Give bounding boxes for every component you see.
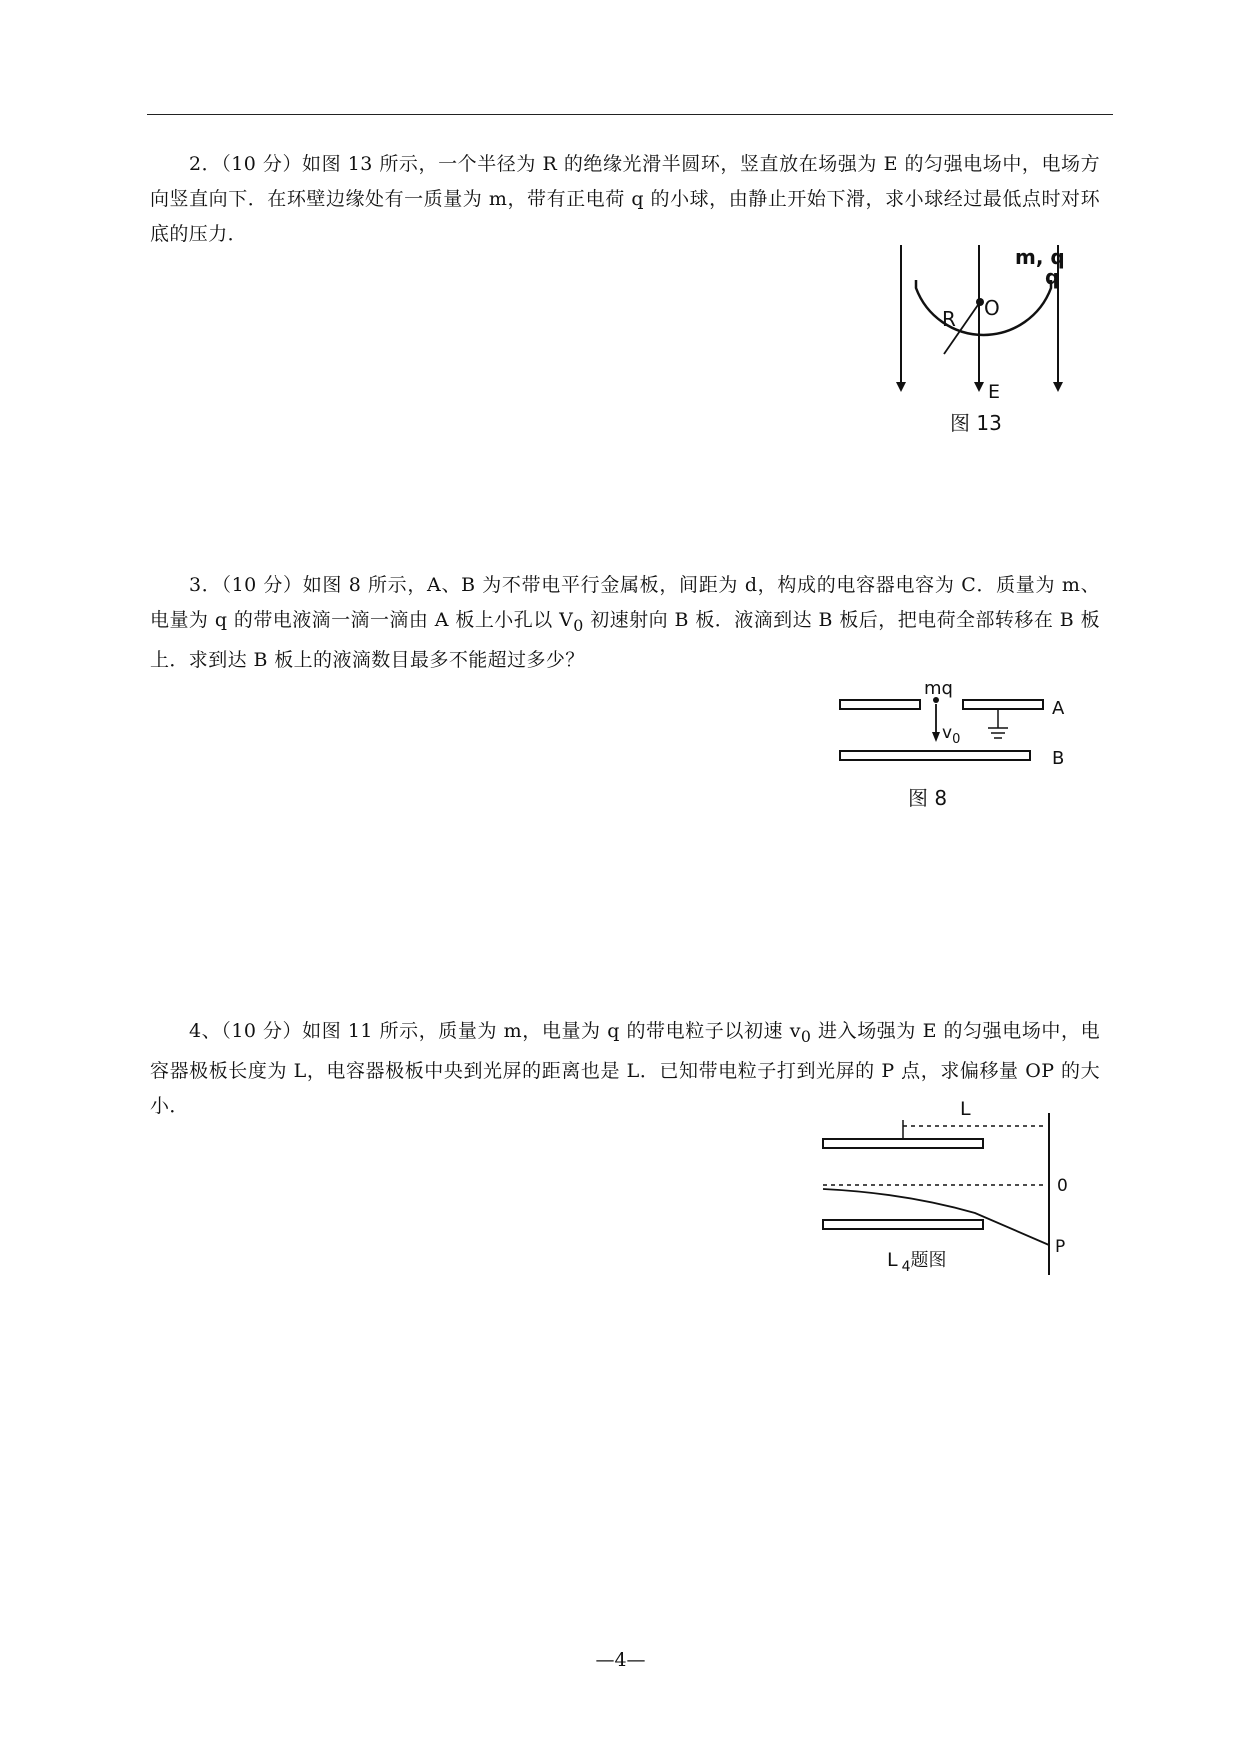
problem-2 xyxy=(150,147,1100,252)
plate-B xyxy=(840,751,1030,760)
upper-plate xyxy=(823,1139,983,1148)
problem-3-subscript: 0 xyxy=(573,615,584,635)
figure-13-diagram xyxy=(880,240,1100,440)
figure-13 xyxy=(880,240,1100,440)
problem-3 xyxy=(150,568,1100,678)
label-q: q xyxy=(1045,265,1060,289)
label-A: A xyxy=(1052,698,1065,719)
figure-8 xyxy=(838,678,1078,815)
problem-4-text-part2: 进入场强为 E 的匀强电场中，电容器极板长度为 L，电容器极板中央到光屏的距离也是 L．已知带电粒子打到光屏的 P 点，求偏移量 OP 的大小． xyxy=(150,1020,1101,1117)
problem-3-text xyxy=(150,568,1100,678)
figure-13-caption: 图 13 xyxy=(950,411,1002,435)
lower-plate xyxy=(823,1220,983,1229)
plate-A-right xyxy=(963,700,1043,709)
figure-8-caption: 图 8 xyxy=(908,786,948,810)
label-R: R xyxy=(942,307,956,331)
figure-8-diagram xyxy=(838,678,1078,815)
trajectory xyxy=(823,1189,1049,1245)
label-P: P xyxy=(1055,1237,1066,1257)
figure-11-diagram xyxy=(815,1095,1075,1295)
figure-11 xyxy=(815,1095,1075,1295)
label-E: E xyxy=(988,381,1001,403)
label-mq: m, q xyxy=(1015,245,1065,269)
plate-A-left xyxy=(840,700,920,709)
label-L-top: L xyxy=(960,1098,971,1120)
figure-11-caption: L $_4$题图 xyxy=(887,1249,947,1275)
label-mq: mq xyxy=(924,678,953,699)
label-B: B xyxy=(1052,748,1065,769)
page-number: —4— xyxy=(595,1649,646,1671)
label-O: O xyxy=(984,296,1000,320)
problem-3-text-part1: 3．（10 分）如图 8 所示，A、B 为不带电平行金属板，间距为 d，构成的电容器电容为 C．质量为 m、电量为 q 的带电液滴一滴一滴由 A 板上小孔以 V xyxy=(150,574,1100,631)
problem-3-text-part2: 初速射向 B 板．液滴到达 B 板后，把电荷全部转移在 B 板上．求到达 B 板上的液滴数目最多不能超过多少？ xyxy=(150,609,1100,671)
problem-4-text-part1: 4、（10 分）如图 11 所示，质量为 m，电量为 q 的带电粒子以初速 v xyxy=(189,1020,801,1042)
header-rule xyxy=(147,114,1113,115)
problem-2-text: 2．（10 分）如图 13 所示，一个半径为 R 的绝缘光滑半圆环，竖直放在场强为 E 的匀强电场中，电场方向竖直向下．在环壁边缘处有一质量为 m，带有正电荷 q 的小球，由静止开始下滑，求小球经过最低点时对环底的压力． xyxy=(150,153,1100,245)
problem-4-subscript: 0 xyxy=(800,1026,812,1046)
label-O: 0 xyxy=(1057,1176,1068,1196)
label-v: $v_0$ xyxy=(942,723,961,747)
